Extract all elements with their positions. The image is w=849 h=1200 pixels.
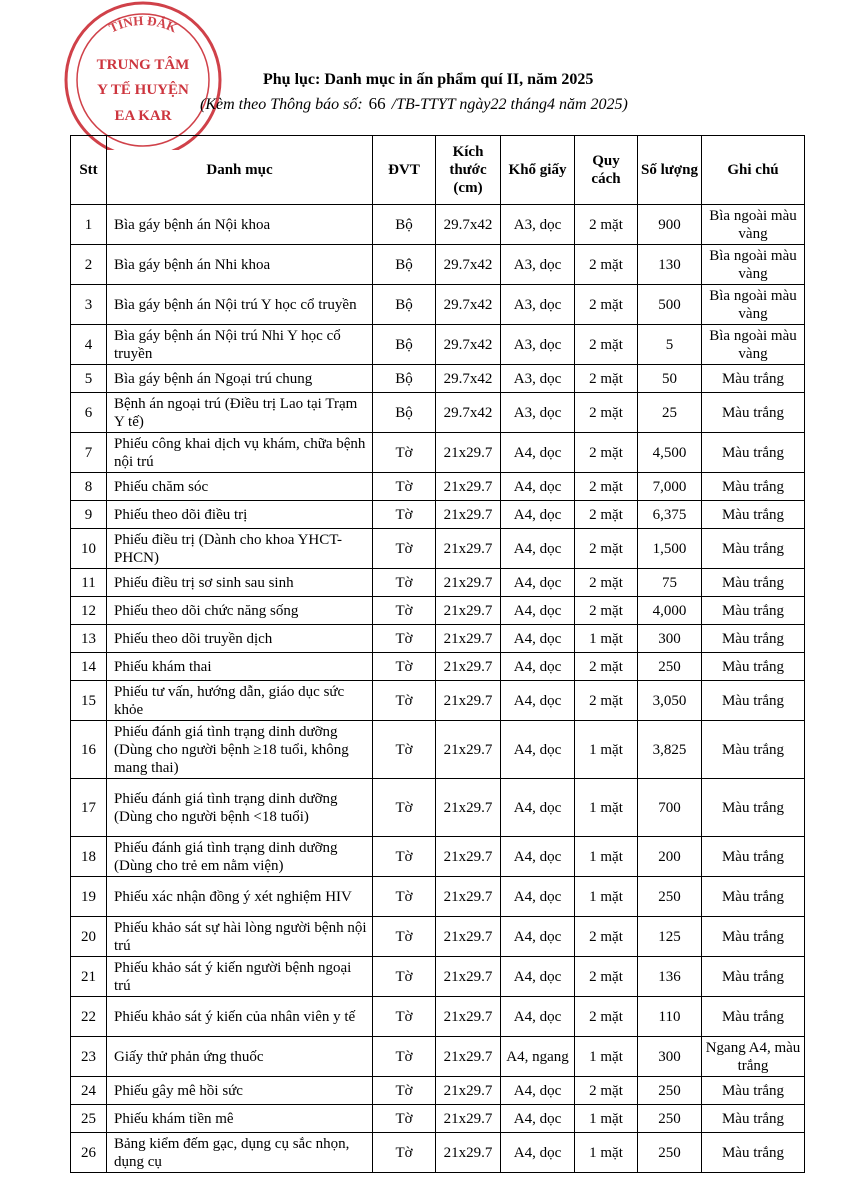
cell-note: Màu trắng [702, 569, 805, 597]
cell-name: Phiếu khám thai [107, 653, 373, 681]
table-row [71, 529, 805, 569]
cell-size: 21x29.7 [436, 877, 501, 917]
cell-qty: 75 [638, 569, 702, 597]
cell-name: Phiếu khảo sát ý kiến người bệnh ngoại trú [107, 957, 373, 997]
cell-unit: Bộ [373, 393, 436, 433]
cell-stt: 11 [71, 569, 107, 597]
cell-name: Phiếu theo dõi chức năng sống [107, 597, 373, 625]
cell-paper: A4, dọc [501, 877, 575, 917]
cell-name: Phiếu theo dõi điều trị [107, 501, 373, 529]
table-row [71, 285, 805, 325]
cell-note: Màu trắng [702, 473, 805, 501]
cell-note: Màu trắng [702, 529, 805, 569]
cell-stt: 16 [71, 721, 107, 779]
cell-spec: 2 mặt [575, 957, 638, 997]
cell-size: 21x29.7 [436, 597, 501, 625]
cell-spec: 1 mặt [575, 721, 638, 779]
cell-name: Phiếu điều trị (Dành cho khoa YHCT- PHCN) [107, 529, 373, 569]
cell-name: Phiếu tư vấn, hướng dẫn, giáo dục sức khỏe [107, 681, 373, 721]
cell-name: Phiếu đánh giá tình trạng dinh dưỡng (Dùng cho người bệnh <18 tuổi) [107, 779, 373, 837]
cell-paper: A4, dọc [501, 1105, 575, 1133]
cell-note: Màu trắng [702, 997, 805, 1037]
header-row [71, 136, 805, 205]
cell-size: 29.7x42 [436, 205, 501, 245]
cell-qty: 500 [638, 285, 702, 325]
cell-name: Bệnh án ngoại trú (Điều trị Lao tại Trạm Y tế) [107, 393, 373, 433]
cell-unit: Tờ [373, 569, 436, 597]
cell-stt: 18 [71, 837, 107, 877]
cell-size: 21x29.7 [436, 433, 501, 473]
cell-unit: Tờ [373, 957, 436, 997]
cell-note: Màu trắng [702, 1105, 805, 1133]
cell-qty: 250 [638, 1105, 702, 1133]
table-row [71, 877, 805, 917]
cell-unit: Tờ [373, 721, 436, 779]
cell-size: 21x29.7 [436, 721, 501, 779]
cell-note: Màu trắng [702, 1077, 805, 1105]
cell-stt: 5 [71, 365, 107, 393]
cell-qty: 300 [638, 625, 702, 653]
cell-size: 21x29.7 [436, 473, 501, 501]
cell-name: Phiếu chăm sóc [107, 473, 373, 501]
col-header-qty: Số lượng [638, 136, 702, 205]
cell-qty: 250 [638, 877, 702, 917]
cell-size: 21x29.7 [436, 917, 501, 957]
cell-stt: 24 [71, 1077, 107, 1105]
cell-note: Màu trắng [702, 501, 805, 529]
cell-qty: 700 [638, 779, 702, 837]
cell-paper: A4, dọc [501, 721, 575, 779]
cell-spec: 1 mặt [575, 1037, 638, 1077]
subtitle-suffix: /TB-TTYT ngày22 tháng4 năm 2025) [391, 96, 628, 113]
cell-stt: 12 [71, 597, 107, 625]
cell-qty: 250 [638, 653, 702, 681]
cell-note: Màu trắng [702, 625, 805, 653]
cell-qty: 250 [638, 1077, 702, 1105]
cell-size: 21x29.7 [436, 501, 501, 529]
cell-unit: Bộ [373, 205, 436, 245]
cell-qty: 250 [638, 1133, 702, 1173]
cell-unit: Tờ [373, 625, 436, 653]
cell-spec: 2 mặt [575, 529, 638, 569]
table-row [71, 245, 805, 285]
cell-size: 29.7x42 [436, 325, 501, 365]
cell-size: 29.7x42 [436, 285, 501, 325]
cell-note: Màu trắng [702, 877, 805, 917]
cell-stt: 22 [71, 997, 107, 1037]
cell-paper: A4, dọc [501, 625, 575, 653]
cell-stt: 2 [71, 245, 107, 285]
cell-stt: 8 [71, 473, 107, 501]
cell-qty: 125 [638, 917, 702, 957]
cell-stt: 13 [71, 625, 107, 653]
table-row [71, 433, 805, 473]
col-header-stt: Stt [71, 136, 107, 205]
cell-stt: 1 [71, 205, 107, 245]
cell-unit: Tờ [373, 501, 436, 529]
table-row [71, 779, 805, 837]
cell-size: 21x29.7 [436, 653, 501, 681]
cell-stt: 15 [71, 681, 107, 721]
cell-note: Màu trắng [702, 721, 805, 779]
cell-stt: 19 [71, 877, 107, 917]
cell-stt: 20 [71, 917, 107, 957]
cell-name: Phiếu đánh giá tình trạng dinh dưỡng (Dùng cho trẻ em nằm viện) [107, 837, 373, 877]
cell-stt: 10 [71, 529, 107, 569]
table-row [71, 681, 805, 721]
cell-spec: 2 mặt [575, 433, 638, 473]
cell-size: 21x29.7 [436, 1105, 501, 1133]
cell-size: 29.7x42 [436, 365, 501, 393]
table-row [71, 957, 805, 997]
cell-spec: 1 mặt [575, 877, 638, 917]
cell-stt: 26 [71, 1133, 107, 1173]
cell-spec: 2 mặt [575, 245, 638, 285]
col-header-note: Ghi chú [702, 136, 805, 205]
cell-size: 29.7x42 [436, 393, 501, 433]
cell-unit: Tờ [373, 779, 436, 837]
cell-unit: Tờ [373, 529, 436, 569]
cell-name: Bìa gáy bệnh án Nội trú Nhi Y học cổ truyền [107, 325, 373, 365]
cell-paper: A4, dọc [501, 917, 575, 957]
cell-unit: Bộ [373, 325, 436, 365]
doc-number: 66 [368, 94, 386, 113]
table-row [71, 569, 805, 597]
cell-spec: 2 mặt [575, 325, 638, 365]
cell-name: Bìa gáy bệnh án Nội trú Y học cổ truyền [107, 285, 373, 325]
cell-spec: 2 mặt [575, 681, 638, 721]
table-row [71, 653, 805, 681]
cell-name: Phiếu gây mê hồi sức [107, 1077, 373, 1105]
cell-paper: A4, dọc [501, 779, 575, 837]
cell-unit: Tờ [373, 837, 436, 877]
cell-unit: Bộ [373, 285, 436, 325]
cell-stt: 14 [71, 653, 107, 681]
cell-size: 21x29.7 [436, 957, 501, 997]
table-row [71, 917, 805, 957]
cell-note: Màu trắng [702, 917, 805, 957]
cell-qty: 200 [638, 837, 702, 877]
cell-size: 21x29.7 [436, 625, 501, 653]
cell-paper: A4, dọc [501, 597, 575, 625]
cell-size: 21x29.7 [436, 1077, 501, 1105]
table-row [71, 625, 805, 653]
cell-name: Phiếu điều trị sơ sinh sau sinh [107, 569, 373, 597]
col-header-paper: Khổ giấy [501, 136, 575, 205]
table-row [71, 1133, 805, 1173]
cell-spec: 2 mặt [575, 393, 638, 433]
col-header-unit: ĐVT [373, 136, 436, 205]
cell-note: Ngang A4, màu trắng [702, 1037, 805, 1077]
cell-unit: Tờ [373, 1105, 436, 1133]
cell-size: 21x29.7 [436, 681, 501, 721]
table-row [71, 1077, 805, 1105]
cell-spec: 2 mặt [575, 917, 638, 957]
cell-paper: A3, dọc [501, 285, 575, 325]
cell-name: Phiếu đánh giá tình trạng dinh dưỡng (Dùng cho người bệnh ≥18 tuổi, không mang thai) [107, 721, 373, 779]
table-row [71, 837, 805, 877]
table-row [71, 1105, 805, 1133]
cell-unit: Tờ [373, 1077, 436, 1105]
table-row [71, 597, 805, 625]
cell-spec: 2 mặt [575, 569, 638, 597]
cell-unit: Tờ [373, 917, 436, 957]
cell-unit: Tờ [373, 653, 436, 681]
cell-name: Giấy thử phản ứng thuốc [107, 1037, 373, 1077]
table-row [71, 1037, 805, 1077]
col-header-spec: Quy cách [575, 136, 638, 205]
col-header-name: Danh mục [107, 136, 373, 205]
cell-unit: Tờ [373, 997, 436, 1037]
cell-qty: 4,500 [638, 433, 702, 473]
cell-note: Bìa ngoài màu vàng [702, 245, 805, 285]
cell-paper: A3, dọc [501, 325, 575, 365]
cell-size: 21x29.7 [436, 779, 501, 837]
cell-note: Màu trắng [702, 365, 805, 393]
stamp-arc-text: TỈNH ĐẮK [106, 12, 180, 36]
cell-paper: A4, dọc [501, 1133, 575, 1173]
cell-spec: 2 mặt [575, 597, 638, 625]
cell-spec: 1 mặt [575, 1133, 638, 1173]
cell-note: Màu trắng [702, 393, 805, 433]
cell-paper: A4, dọc [501, 681, 575, 721]
cell-qty: 300 [638, 1037, 702, 1077]
cell-qty: 25 [638, 393, 702, 433]
cell-stt: 4 [71, 325, 107, 365]
cell-paper: A3, dọc [501, 393, 575, 433]
table-row [71, 997, 805, 1037]
cell-note: Màu trắng [702, 837, 805, 877]
cell-note: Màu trắng [702, 1133, 805, 1173]
cell-name: Phiếu xác nhận đồng ý xét nghiệm HIV [107, 877, 373, 917]
cell-unit: Tờ [373, 597, 436, 625]
cell-qty: 4,000 [638, 597, 702, 625]
cell-unit: Tờ [373, 473, 436, 501]
cell-size: 21x29.7 [436, 569, 501, 597]
cell-qty: 130 [638, 245, 702, 285]
cell-paper: A4, dọc [501, 997, 575, 1037]
stamp-line-1: TRUNG TÂM [96, 57, 190, 73]
table-body [71, 205, 805, 1173]
cell-note: Màu trắng [702, 653, 805, 681]
cell-note: Màu trắng [702, 957, 805, 997]
cell-paper: A4, dọc [501, 529, 575, 569]
cell-note: Màu trắng [702, 779, 805, 837]
cell-paper: A3, dọc [501, 365, 575, 393]
cell-paper: A4, dọc [501, 837, 575, 877]
cell-qty: 136 [638, 957, 702, 997]
cell-spec: 2 mặt [575, 473, 638, 501]
cell-unit: Tờ [373, 433, 436, 473]
cell-name: Phiếu khám tiền mê [107, 1105, 373, 1133]
stamp-line-3: EA KAR [114, 108, 172, 124]
table-row [71, 501, 805, 529]
cell-spec: 1 mặt [575, 625, 638, 653]
items-table [70, 135, 805, 1173]
official-stamp [54, 0, 232, 150]
cell-note: Bìa ngoài màu vàng [702, 205, 805, 245]
col-header-size: Kích thước (cm) [436, 136, 501, 205]
cell-qty: 3,825 [638, 721, 702, 779]
cell-spec: 1 mặt [575, 837, 638, 877]
cell-size: 29.7x42 [436, 245, 501, 285]
document-subtitle [200, 94, 628, 114]
cell-name: Phiếu khảo sát sự hài lòng người bệnh nội trú [107, 917, 373, 957]
cell-size: 21x29.7 [436, 837, 501, 877]
cell-stt: 7 [71, 433, 107, 473]
cell-paper: A3, dọc [501, 205, 575, 245]
cell-qty: 50 [638, 365, 702, 393]
cell-paper: A4, dọc [501, 1077, 575, 1105]
cell-qty: 5 [638, 325, 702, 365]
table-row [71, 721, 805, 779]
cell-spec: 2 mặt [575, 285, 638, 325]
cell-stt: 21 [71, 957, 107, 997]
cell-spec: 2 mặt [575, 653, 638, 681]
cell-paper: A4, dọc [501, 653, 575, 681]
cell-stt: 25 [71, 1105, 107, 1133]
cell-stt: 17 [71, 779, 107, 837]
cell-size: 21x29.7 [436, 1037, 501, 1077]
cell-spec: 2 mặt [575, 1077, 638, 1105]
cell-name: Phiếu khảo sát ý kiến của nhân viên y tế [107, 997, 373, 1037]
cell-stt: 23 [71, 1037, 107, 1077]
cell-unit: Bộ [373, 365, 436, 393]
cell-qty: 1,500 [638, 529, 702, 569]
cell-name: Bảng kiểm đếm gạc, dụng cụ sắc nhọn, dụng cụ [107, 1133, 373, 1173]
cell-paper: A4, dọc [501, 473, 575, 501]
table-row [71, 393, 805, 433]
stamp-line-2: Y TẾ HUYỆN [97, 82, 189, 98]
cell-unit: Tờ [373, 681, 436, 721]
cell-name: Bìa gáy bệnh án Nhi khoa [107, 245, 373, 285]
cell-spec: 2 mặt [575, 501, 638, 529]
cell-name: Bìa gáy bệnh án Nội khoa [107, 205, 373, 245]
cell-note: Bìa ngoài màu vàng [702, 285, 805, 325]
table-row [71, 473, 805, 501]
cell-unit: Tờ [373, 1133, 436, 1173]
cell-note: Màu trắng [702, 433, 805, 473]
cell-qty: 900 [638, 205, 702, 245]
cell-unit: Tờ [373, 877, 436, 917]
cell-unit: Bộ [373, 245, 436, 285]
subtitle-prefix: (Kèm theo Thông báo số: [200, 96, 363, 113]
cell-size: 21x29.7 [436, 1133, 501, 1173]
cell-note: Màu trắng [702, 597, 805, 625]
cell-size: 21x29.7 [436, 529, 501, 569]
cell-qty: 6,375 [638, 501, 702, 529]
cell-stt: 3 [71, 285, 107, 325]
cell-name: Phiếu công khai dịch vụ khám, chữa bệnh nội trú [107, 433, 373, 473]
cell-spec: 1 mặt [575, 1105, 638, 1133]
document-title: Phụ lục: Danh mục in ấn phẩm quí II, năm 2025 [263, 71, 594, 88]
cell-spec: 2 mặt [575, 205, 638, 245]
cell-paper: A4, dọc [501, 501, 575, 529]
cell-paper: A4, dọc [501, 957, 575, 997]
cell-paper: A4, ngang [501, 1037, 575, 1077]
cell-qty: 3,050 [638, 681, 702, 721]
cell-name: Phiếu theo dõi truyền dịch [107, 625, 373, 653]
cell-qty: 7,000 [638, 473, 702, 501]
cell-name: Bìa gáy bệnh án Ngoại trú chung [107, 365, 373, 393]
cell-unit: Tờ [373, 1037, 436, 1077]
table-row [71, 325, 805, 365]
cell-size: 21x29.7 [436, 997, 501, 1037]
cell-paper: A4, dọc [501, 433, 575, 473]
table-row [71, 365, 805, 393]
cell-spec: 2 mặt [575, 997, 638, 1037]
cell-note: Màu trắng [702, 681, 805, 721]
table-row [71, 205, 805, 245]
cell-note: Bìa ngoài màu vàng [702, 325, 805, 365]
cell-spec: 1 mặt [575, 779, 638, 837]
cell-stt: 9 [71, 501, 107, 529]
cell-paper: A3, dọc [501, 245, 575, 285]
cell-qty: 110 [638, 997, 702, 1037]
cell-stt: 6 [71, 393, 107, 433]
cell-paper: A4, dọc [501, 569, 575, 597]
cell-spec: 2 mặt [575, 365, 638, 393]
